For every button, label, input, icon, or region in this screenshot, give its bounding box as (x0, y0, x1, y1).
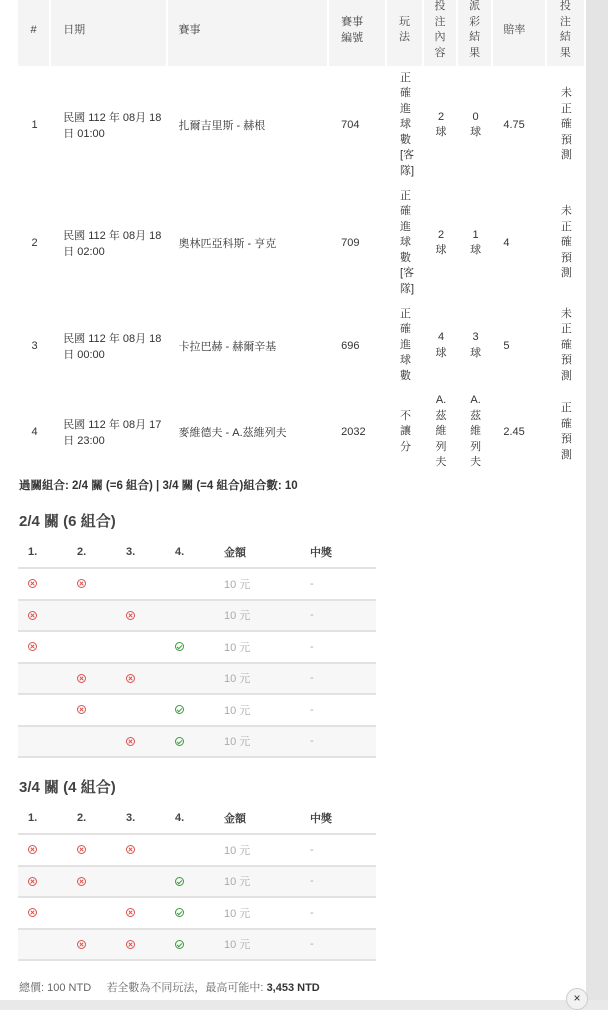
footer-summary (19, 979, 320, 995)
circle-check-icon (175, 940, 184, 949)
combo-col-1: 1. (18, 802, 67, 834)
header-odds: 賠率 (493, 0, 547, 66)
combo-leg-3 (116, 726, 165, 758)
combo-leg-4 (165, 694, 214, 726)
max-win-value: 3,453 NTD (266, 982, 320, 994)
combo-prize: - (300, 631, 376, 663)
combo-amount: 10 元 (214, 568, 300, 600)
circle-x-icon (77, 940, 86, 949)
combo-prize: - (300, 834, 376, 866)
bet-outcome: 未正確預測 (560, 87, 572, 162)
combo-leg-3 (116, 866, 165, 898)
bet-game-id: 696 (341, 339, 360, 352)
combo-leg-4 (165, 897, 214, 929)
circle-x-icon (28, 908, 37, 917)
header-num: # (18, 0, 51, 66)
bet-game-id: 704 (341, 119, 360, 131)
combo-table-2of4 (18, 536, 376, 758)
bet-play: 正確進球數 (400, 307, 412, 382)
bet-play: 正確進球數[客隊] (400, 189, 415, 295)
circle-check-icon (175, 705, 184, 714)
bet-date: 民國 112 年 08月 18日 01:00 (63, 112, 162, 140)
combo-leg-1 (18, 631, 67, 663)
combo-leg-3 (116, 568, 165, 600)
combo-leg-3 (116, 694, 165, 726)
bet-outcome: 正確預測 (560, 402, 572, 461)
bet-outcome: 未正確預測 (560, 205, 572, 280)
circle-x-icon (28, 845, 37, 854)
combo-leg-4 (165, 929, 214, 961)
bet-row (18, 66, 586, 184)
header-play-label: 玩法 (399, 15, 411, 43)
circle-x-icon (28, 877, 37, 886)
combo-leg-3 (116, 600, 165, 632)
circle-x-icon (126, 940, 135, 949)
combo-leg-4 (165, 568, 214, 600)
circle-x-icon (126, 611, 135, 620)
circle-x-icon (77, 845, 86, 854)
combo-leg-1 (18, 694, 67, 726)
circle-check-icon (175, 642, 184, 651)
circle-x-icon (28, 642, 37, 651)
bet-result: 0球 (470, 110, 482, 138)
combo-prize: - (300, 568, 376, 600)
combo-leg-3 (116, 663, 165, 695)
combo-rows-2of4 (18, 568, 376, 757)
combo-prize: - (300, 694, 376, 726)
combo-amount: 10 元 (214, 663, 300, 695)
combo-amount: 10 元 (214, 600, 300, 632)
header-play (387, 0, 424, 66)
combo-row (18, 726, 376, 758)
bets-table (18, 0, 586, 475)
bet-play: 不讓分 (400, 409, 412, 453)
combo-row (18, 834, 376, 866)
combo-amount: 10 元 (214, 631, 300, 663)
combo-leg-4 (165, 834, 214, 866)
combo-prize: - (300, 726, 376, 758)
combo-leg-2 (67, 866, 116, 898)
bet-result: A.茲維列夫 (470, 394, 482, 469)
combo-prize: - (300, 663, 376, 695)
combo-col-prize: 中獎 (300, 802, 376, 834)
combo-leg-2 (67, 929, 116, 961)
combo-col-1: 1. (18, 536, 67, 568)
combo-amount: 10 元 (214, 897, 300, 929)
combo-prize: - (300, 600, 376, 632)
bet-odds: 2.45 (503, 426, 525, 438)
total-label: 總價: (19, 982, 45, 994)
header-result-label: 派彩結果 (469, 0, 481, 59)
combo-col-2: 2. (67, 536, 116, 568)
section-title-2of4: 2/4 關 (6 組合) (19, 513, 116, 530)
bet-selection: 2球 (435, 228, 447, 256)
header-result (458, 0, 493, 66)
circle-check-icon (175, 877, 184, 886)
combo-col-3: 3. (116, 802, 165, 834)
total-value: 100 NTD (47, 982, 92, 994)
header-bet-label: 投注內容 (434, 0, 446, 59)
combo-col-4: 4. (165, 536, 214, 568)
combo-leg-1 (18, 663, 67, 695)
combo-leg-1 (18, 600, 67, 632)
circle-x-icon (77, 705, 86, 714)
max-win-note: 若全數為不同玩法，最高可能中: (106, 982, 264, 994)
bet-game: 奧林匹亞科斯 - 亨克 (178, 238, 277, 250)
combo-leg-3 (116, 631, 165, 663)
combo-leg-2 (67, 834, 116, 866)
combo-leg-2 (67, 726, 116, 758)
circle-x-icon (126, 737, 135, 746)
combo-prize: - (300, 866, 376, 898)
combo-row (18, 631, 376, 663)
bet-selection: A.茲維列夫 (435, 394, 447, 469)
bet-row (18, 302, 586, 389)
header-game-id-label: 賽事編號 (341, 16, 364, 44)
combo-leg-4 (165, 600, 214, 632)
combo-leg-4 (165, 663, 214, 695)
combo-amount: 10 元 (214, 726, 300, 758)
bet-row (18, 184, 586, 302)
bet-date: 民國 112 年 08月 17日 23:00 (63, 419, 162, 447)
bet-date: 民國 112 年 08月 18日 02:00 (63, 230, 162, 258)
combo-leg-3 (116, 897, 165, 929)
combo-row (18, 600, 376, 632)
bet-game: 麥維德夫 - A.茲維列夫 (178, 427, 287, 439)
bet-row (18, 389, 586, 475)
combo-col-4: 4. (165, 802, 214, 834)
combo-col-amount: 金額 (214, 536, 300, 568)
combo-amount: 10 元 (214, 694, 300, 726)
circle-x-icon (77, 579, 86, 588)
combo-row (18, 929, 376, 961)
bet-game-id: 709 (341, 237, 360, 249)
bet-odds: 5 (503, 339, 510, 352)
combo-amount: 10 元 (214, 834, 300, 866)
circle-check-icon (175, 908, 184, 917)
combo-header (18, 536, 376, 568)
header-outcome-label: 投注結果 (559, 0, 571, 59)
bet-num: 1 (31, 119, 38, 131)
bet-result: 1球 (470, 228, 482, 256)
combo-leg-1 (18, 866, 67, 898)
circle-x-icon (28, 579, 37, 588)
combo-leg-3 (116, 834, 165, 866)
combo-leg-1 (18, 897, 67, 929)
combo-leg-3 (116, 929, 165, 961)
bet-num: 3 (31, 339, 38, 352)
combo-leg-2 (67, 897, 116, 929)
combo-amount: 10 元 (214, 929, 300, 961)
combo-row (18, 694, 376, 726)
combo-rows-3of4 (18, 834, 376, 960)
circle-x-icon (28, 611, 37, 620)
bet-num: 2 (31, 237, 38, 249)
circle-x-icon (126, 674, 135, 683)
combo-prize: - (300, 897, 376, 929)
combo-leg-2 (67, 568, 116, 600)
bet-play: 正確進球數[客隊] (400, 71, 415, 177)
bet-date: 民國 112 年 08月 18日 00:00 (63, 332, 162, 361)
combo-col-3: 3. (116, 536, 165, 568)
bet-num: 4 (31, 426, 38, 438)
circle-check-icon (175, 737, 184, 746)
combo-leg-4 (165, 866, 214, 898)
combo-row (18, 663, 376, 695)
combo-amount: 10 元 (214, 866, 300, 898)
bet-selection: 2球 (435, 110, 447, 138)
bet-odds: 4 (503, 237, 510, 249)
combo-header (18, 802, 376, 834)
header-date: 日期 (51, 0, 168, 66)
scrollbar-track[interactable] (586, 0, 608, 1000)
combo-row (18, 866, 376, 898)
combo-leg-4 (165, 726, 214, 758)
circle-x-icon (77, 877, 86, 886)
close-button[interactable]: × (566, 988, 588, 1010)
combo-row (18, 568, 376, 600)
bet-selection: 4球 (435, 331, 447, 359)
combo-summary: 過關組合: 2/4 關 (=6 組合) | 3/4 關 (=4 組合)組合數: 10 (19, 480, 298, 492)
combo-leg-1 (18, 929, 67, 961)
combo-leg-1 (18, 726, 67, 758)
section-title-3of4: 3/4 關 (4 組合) (19, 779, 116, 796)
bet-outcome: 未正確預測 (560, 307, 572, 382)
bet-game: 卡拉巴赫 - 赫爾辛基 (178, 340, 277, 353)
bet-game: 扎爾吉里斯 - 赫根 (178, 120, 266, 132)
combo-col-amount: 金額 (214, 802, 300, 834)
bet-result: 3球 (470, 331, 482, 359)
circle-x-icon (77, 674, 86, 683)
bet-game-id: 2032 (341, 426, 366, 438)
header-game: 賽事 (168, 0, 329, 66)
bets-table-header (18, 0, 586, 66)
combo-leg-1 (18, 568, 67, 600)
combo-table-3of4 (18, 802, 376, 961)
circle-x-icon (126, 908, 135, 917)
header-game-id (329, 0, 387, 66)
combo-leg-1 (18, 834, 67, 866)
bet-odds: 4.75 (503, 119, 525, 131)
combo-col-prize: 中獎 (300, 536, 376, 568)
combo-col-2: 2. (67, 802, 116, 834)
combo-leg-2 (67, 694, 116, 726)
header-outcome (547, 0, 586, 66)
combo-prize: - (300, 929, 376, 961)
combo-leg-4 (165, 631, 214, 663)
header-bet (424, 0, 458, 66)
combo-row (18, 897, 376, 929)
combo-leg-2 (67, 663, 116, 695)
combo-leg-2 (67, 631, 116, 663)
combo-leg-2 (67, 600, 116, 632)
circle-x-icon (126, 845, 135, 854)
